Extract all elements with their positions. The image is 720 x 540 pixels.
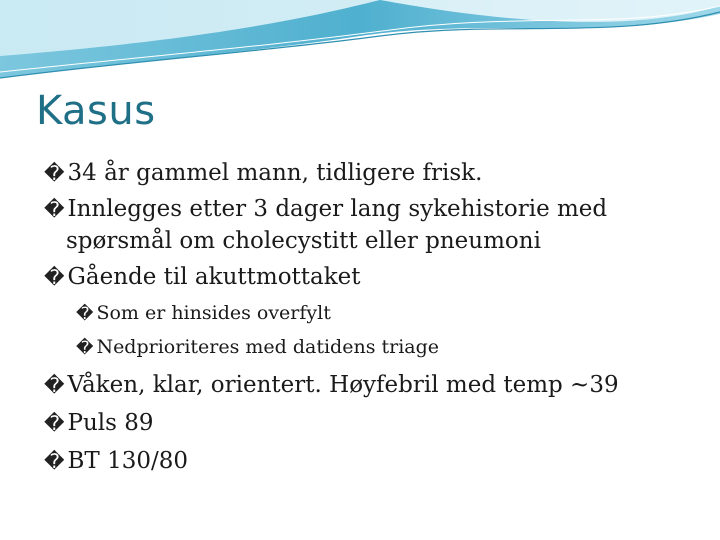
bullet-text: Puls 89	[67, 410, 154, 436]
bullet-glyph: �	[44, 265, 65, 289]
bullet-glyph: �	[76, 304, 94, 324]
bullet-item-5	[44, 410, 154, 436]
bullet-glyph: �	[76, 338, 94, 358]
bullet-text: spørsmål om cholecystitt eller pneumoni	[66, 228, 541, 254]
bullet-glyph: �	[44, 449, 65, 473]
sub-bullet-item-1	[76, 302, 331, 324]
sub-bullet-item-2	[76, 336, 439, 358]
header-wave-decoration	[0, 0, 720, 90]
bullet-text: Nedprioriteres med datidens triage	[96, 336, 440, 358]
bullet-text: Gående til akuttmottaket	[67, 264, 361, 290]
bullet-text: Innlegges etter 3 dager lang sykehistorie med	[67, 196, 608, 222]
bullet-item-4	[44, 372, 619, 398]
bullet-glyph: �	[44, 373, 65, 397]
bullet-glyph: �	[44, 161, 65, 185]
bullet-text: Våken, klar, orientert. Høyfebril med temp ~39	[67, 372, 619, 398]
slide-title: Kasus	[36, 88, 156, 134]
bullet-text: BT 130/80	[67, 448, 188, 474]
bullet-item-2	[44, 196, 607, 222]
bullet-item-2-continuation	[66, 228, 541, 254]
bullet-glyph: �	[44, 197, 65, 221]
bullet-item-3	[44, 264, 361, 290]
bullet-item-1	[44, 160, 482, 186]
bullet-text: 34 år gammel mann, tidligere frisk.	[67, 160, 483, 186]
bullet-glyph: �	[44, 411, 65, 435]
bullet-text: Som er hinsides overfylt	[96, 302, 331, 324]
bullet-item-6	[44, 448, 188, 474]
